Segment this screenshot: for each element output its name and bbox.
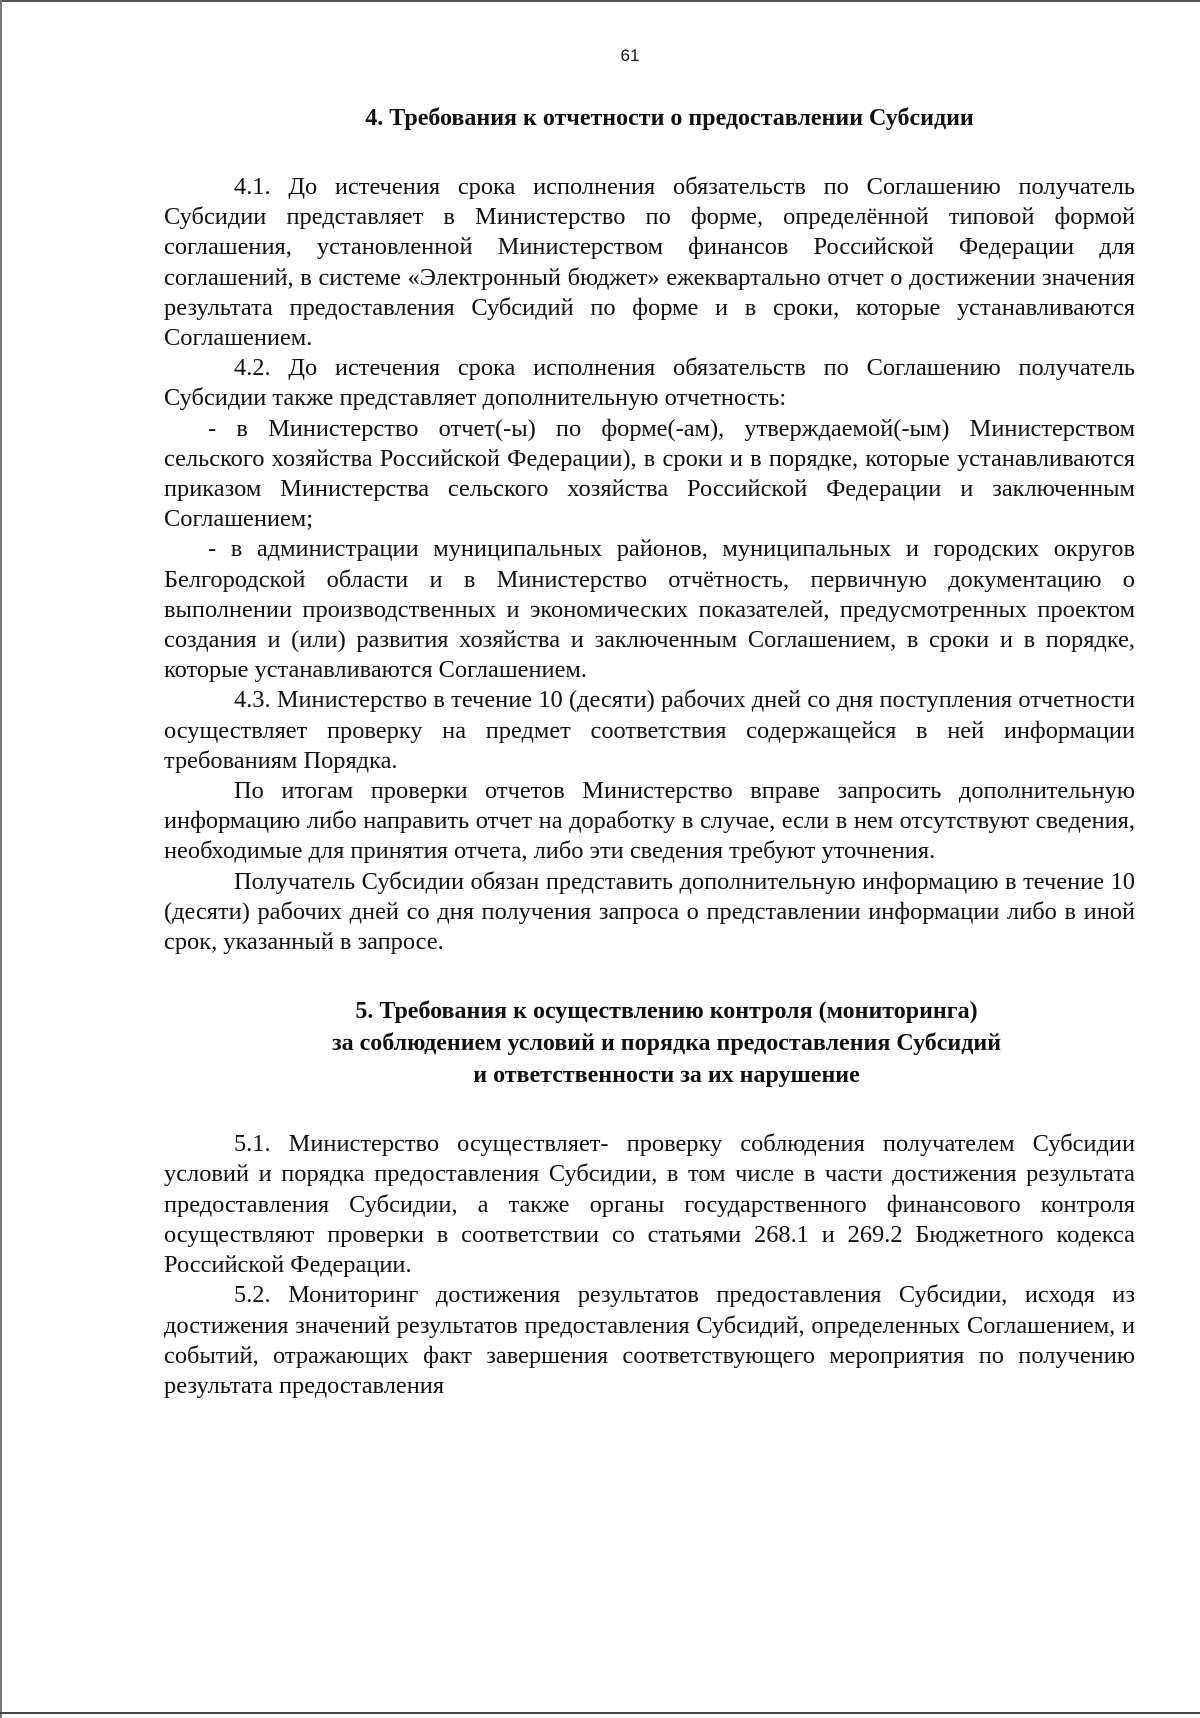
paragraph-4-3-obligation: Получатель Субсидии обязан представить дополнительную информацию в течение 10 (десяти) рабочих дней со дня получения запроса о представлении информации либо в иной срок, указанный в запросе.: [164, 867, 1135, 956]
scan-border-left: [0, 0, 2, 1718]
paragraph-4-3: 4.3. Министерство в течение 10 (десяти) рабочих дней со дня поступления отчетности осуществляет проверку на предмет соответствия содержащейся в ней информации требованиям Порядка.: [164, 686, 1135, 774]
section-5-heading-line: за соблюдением условий и порядка предоставления Субсидий: [331, 1030, 1002, 1057]
document-body: [164, 102, 1135, 1401]
section-5-heading-line: 5. Требования к осуществлению контроля (мониторинга): [355, 998, 978, 1025]
paragraph-5-1: 5.1. Министерство осуществляет- проверку соблюдения получателем Субсидии условий и порядка предоставления Субсидии, в том числе в части достижения результата предоставления Субсидии, а также органы государственного финансового контроля осуществляют проверки в соответствии со статьями 268.1 и 269.2 Бюджетного кодекса Российской Федерации.: [164, 1130, 1135, 1279]
scan-border-top: [0, 0, 1200, 2]
paragraph-4-2-item-ministry: - в Министерство отчет(-ы) по форме(-ам), утверждаемой(-ым) Министерством сельского хозяйства Российской Федерации), в сроки и в порядке, которые устанавливаются приказом Министерства сельского хозяйства Российской Федерации и заключенным Соглашением;: [164, 414, 1135, 533]
scan-border-bottom: [0, 1712, 1200, 1714]
paragraph-4-1: 4.1. До истечения срока исполнения обязательств по Соглашению получатель Субсидии представляет в Министерство по форме, определённой типовой формой соглашения, установленной Министерством финансов Российской Федерации для соглашений, в системе «Электронный бюджет» ежеквартально отчет о достижении значения результата предоставления Субсидий по форме и в сроки, которые устанавливаются Соглашением.: [164, 173, 1135, 352]
paragraph-4-2: 4.2. До истечения срока исполнения обязательств по Соглашению получатель Субсидии также представляет дополнительную отчетность:: [164, 354, 1135, 412]
section-5-heading: [164, 995, 1135, 1091]
paragraph-4-2-item-administrations: - в администрации муниципальных районов, муниципальных и городских округов Белгородской области и в Министерство отчётность, первичную документацию о выполнении производственных и экономических показателей, предусмотренных проектом создания и (или) развития хозяйства и заключенным Соглашением, в сроки и в порядке, которые устанавливаются Соглашением.: [164, 535, 1135, 684]
paragraph-4-3-review: По итогам проверки отчетов Министерство вправе запросить дополнительную информацию либо направить отчет на доработку в случае, если в нем отсутствуют сведения, необходимые для принятия отчета, либо эти сведения требуют уточнения.: [164, 777, 1135, 865]
page-number: 61: [620, 46, 640, 65]
section-5-heading-line: и ответственности за их нарушение: [473, 1062, 860, 1089]
paragraph-5-2: 5.2. Мониторинг достижения результатов предоставления Субсидии, исходя из достижения значений результатов предоставления Субсидий, определенных Соглашением, и событий, отражающих факт завершения соответствующего мероприятия по получению результата предоставления: [164, 1281, 1135, 1399]
section-4-heading: 4. Требования к отчетности о предоставлении Субсидии: [365, 105, 974, 131]
